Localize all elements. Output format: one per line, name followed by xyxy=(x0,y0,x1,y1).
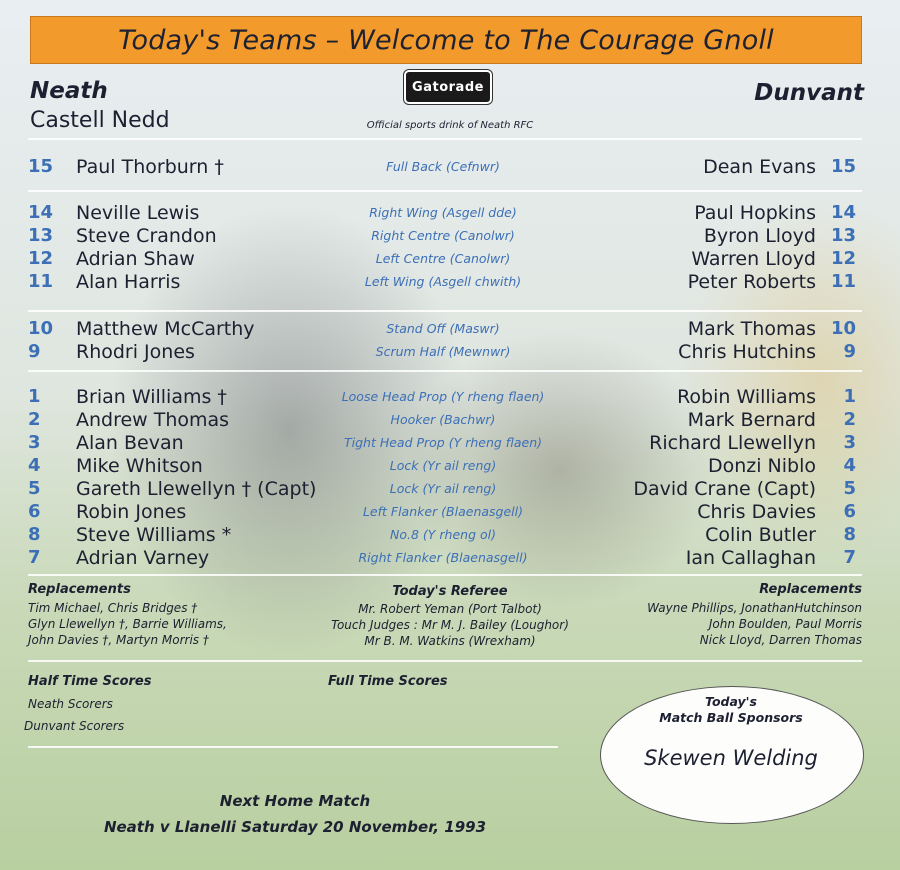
away-player-name: Mark Bernard xyxy=(687,409,816,431)
home-player-number: 9 xyxy=(28,341,41,362)
title-banner xyxy=(30,16,862,64)
match-ball-title-line: Match Ball Sponsors xyxy=(659,710,803,725)
position-label: Stand Off (Maswr) xyxy=(386,321,500,336)
home-player-name: Alan Bevan xyxy=(76,432,184,454)
position-label: Right Wing (Asgell dde) xyxy=(369,205,517,220)
away-player-number: 6 xyxy=(843,501,856,522)
position-label: Lock (Yr ail reng) xyxy=(389,458,497,473)
away-player-number: 8 xyxy=(843,524,856,545)
home-team-name: Neath xyxy=(30,78,108,104)
table-row xyxy=(28,225,862,248)
home-replacements-line: John Davies †, Martyn Morris † xyxy=(28,633,209,647)
logo-text: Gatorade xyxy=(412,79,484,95)
home-player-name: Alan Harris xyxy=(76,271,181,293)
home-player-name: Gareth Llewellyn † (Capt) xyxy=(76,478,317,500)
away-replacements-line: John Boulden, Paul Morris xyxy=(708,617,862,631)
away-player-name: Richard Llewellyn xyxy=(649,432,816,454)
dunvant-scorers-label: Dunvant Scorers xyxy=(24,719,125,733)
divider xyxy=(28,310,862,312)
home-player-number: 1 xyxy=(28,386,41,407)
referee-title: Today's Referee xyxy=(392,584,508,599)
match-ball-title-line: Today's xyxy=(705,694,757,709)
position-label: Hooker (Bachwr) xyxy=(390,412,496,427)
home-player-number: 6 xyxy=(28,501,41,522)
table-row xyxy=(28,432,862,455)
away-player-number: 11 xyxy=(830,271,856,292)
home-player-name: Adrian Varney xyxy=(76,547,210,569)
away-player-number: 2 xyxy=(843,409,856,430)
home-player-number: 12 xyxy=(28,248,54,269)
table-row xyxy=(28,524,862,547)
home-player-number: 11 xyxy=(28,271,54,292)
referee-line: Mr B. M. Watkins (Wrexham) xyxy=(364,634,536,648)
divider xyxy=(28,190,862,192)
away-replacements-line: Nick Lloyd, Darren Thomas xyxy=(699,633,862,647)
page-title: Today's Teams – Welcome to The Courage Gnoll xyxy=(118,24,774,56)
home-player-number: 10 xyxy=(28,318,54,339)
away-player-name: Donzi Niblo xyxy=(707,455,816,477)
match-ball-sponsor-title xyxy=(600,694,862,726)
referee-line: Touch Judges : Mr M. J. Bailey (Loughor) xyxy=(331,618,569,632)
home-player-name: Robin Jones xyxy=(76,501,187,523)
home-player-name: Mike Whitson xyxy=(76,455,203,477)
home-player-number: 14 xyxy=(28,202,54,223)
away-replacements-title: Replacements xyxy=(759,582,862,597)
away-player-number: 1 xyxy=(843,386,856,407)
table-row xyxy=(28,478,862,501)
away-player-number: 15 xyxy=(830,156,856,177)
away-player-name: David Crane (Capt) xyxy=(633,478,816,500)
away-player-number: 7 xyxy=(843,547,856,568)
home-team-welsh-name: Castell Nedd xyxy=(30,108,170,133)
home-player-number: 3 xyxy=(28,432,41,453)
home-player-name: Paul Thorburn † xyxy=(76,156,224,178)
away-player-name: Ian Callaghan xyxy=(685,547,816,569)
referee-line: Mr. Robert Yeman (Port Talbot) xyxy=(358,602,542,616)
next-home-match-title: Next Home Match xyxy=(219,792,371,810)
divider xyxy=(28,138,862,140)
away-player-number: 4 xyxy=(843,455,856,476)
away-replacements-line: Wayne Phillips, JonathanHutchinson xyxy=(647,601,862,615)
divider xyxy=(28,660,862,662)
home-replacements xyxy=(28,600,227,648)
away-player-number: 5 xyxy=(843,478,856,499)
away-player-number: 12 xyxy=(830,248,856,269)
away-player-name: Colin Butler xyxy=(705,524,816,546)
table-row xyxy=(28,202,862,225)
home-player-number: 15 xyxy=(28,156,54,177)
position-label: Scrum Half (Mewnwr) xyxy=(375,344,511,359)
away-player-name: Peter Roberts xyxy=(687,271,816,293)
away-player-number: 3 xyxy=(843,432,856,453)
home-player-number: 13 xyxy=(28,225,54,246)
position-label: Left Wing (Asgell chwith) xyxy=(364,274,522,289)
position-label: Right Centre (Canolwr) xyxy=(371,228,515,243)
away-player-name: Chris Hutchins xyxy=(678,341,816,363)
away-player-name: Warren Lloyd xyxy=(691,248,816,270)
divider xyxy=(28,746,558,748)
position-label: No.8 (Y rheng ol) xyxy=(390,527,496,542)
home-player-name: Steve Williams * xyxy=(76,524,232,546)
home-player-name: Adrian Shaw xyxy=(76,248,195,270)
table-row xyxy=(28,318,862,341)
table-row xyxy=(28,386,862,409)
home-player-number: 5 xyxy=(28,478,41,499)
home-player-number: 2 xyxy=(28,409,41,430)
away-player-name: Byron Lloyd xyxy=(703,225,816,247)
home-player-number: 7 xyxy=(28,547,41,568)
position-label: Full Back (Cefnwr) xyxy=(386,159,500,174)
position-label: Left Flanker (Blaenasgell) xyxy=(362,504,524,519)
position-label: Lock (Yr ail reng) xyxy=(389,481,497,496)
position-label: Right Flanker (Blaenasgell) xyxy=(358,550,528,565)
home-player-number: 8 xyxy=(28,524,41,545)
home-player-name: Steve Crandon xyxy=(76,225,217,247)
next-home-match-detail: Neath v Llanelli Saturday 20 November, 1993 xyxy=(103,818,487,836)
match-ball-sponsor-name: Skewen Welding xyxy=(644,746,818,770)
home-player-name: Andrew Thomas xyxy=(76,409,230,431)
half-time-scores-title: Half Time Scores xyxy=(28,674,152,689)
sponsor-caption: Official sports drink of Neath RFC xyxy=(366,120,534,131)
table-row xyxy=(28,271,862,294)
home-player-number: 4 xyxy=(28,455,41,476)
away-team-name: Dunvant xyxy=(754,80,864,106)
away-player-name: Chris Davies xyxy=(697,501,816,523)
away-player-number: 14 xyxy=(830,202,856,223)
away-player-number: 9 xyxy=(843,341,856,362)
gatorade-logo xyxy=(406,72,490,102)
position-label: Loose Head Prop (Y rheng flaen) xyxy=(341,389,545,404)
referee-details xyxy=(280,601,620,649)
away-player-name: Robin Williams xyxy=(677,386,816,408)
table-row xyxy=(28,547,862,570)
home-replacements-line: Glyn Llewellyn †, Barrie Williams, xyxy=(28,617,227,631)
home-player-name: Rhodri Jones xyxy=(76,341,195,363)
table-row xyxy=(28,455,862,478)
table-row xyxy=(28,409,862,432)
table-row xyxy=(28,501,862,524)
away-player-name: Dean Evans xyxy=(703,156,816,178)
home-player-name: Brian Williams † xyxy=(76,386,227,408)
table-row xyxy=(28,248,862,271)
home-replacements-line: Tim Michael, Chris Bridges † xyxy=(28,601,198,615)
position-label: Tight Head Prop (Y rheng flaen) xyxy=(343,435,543,450)
home-player-name: Neville Lewis xyxy=(76,202,200,224)
away-player-number: 10 xyxy=(830,318,856,339)
home-player-name: Matthew McCarthy xyxy=(76,318,255,340)
position-label: Left Centre (Canolwr) xyxy=(375,251,511,266)
home-replacements-title: Replacements xyxy=(28,582,131,597)
divider xyxy=(28,370,862,372)
away-player-name: Mark Thomas xyxy=(687,318,816,340)
table-row xyxy=(28,156,862,179)
table-row xyxy=(28,341,862,364)
full-time-scores-title: Full Time Scores xyxy=(328,674,448,689)
away-player-number: 13 xyxy=(830,225,856,246)
divider xyxy=(28,574,862,576)
away-player-name: Paul Hopkins xyxy=(694,202,816,224)
neath-scorers-label: Neath Scorers xyxy=(28,697,113,711)
away-replacements xyxy=(647,600,862,648)
